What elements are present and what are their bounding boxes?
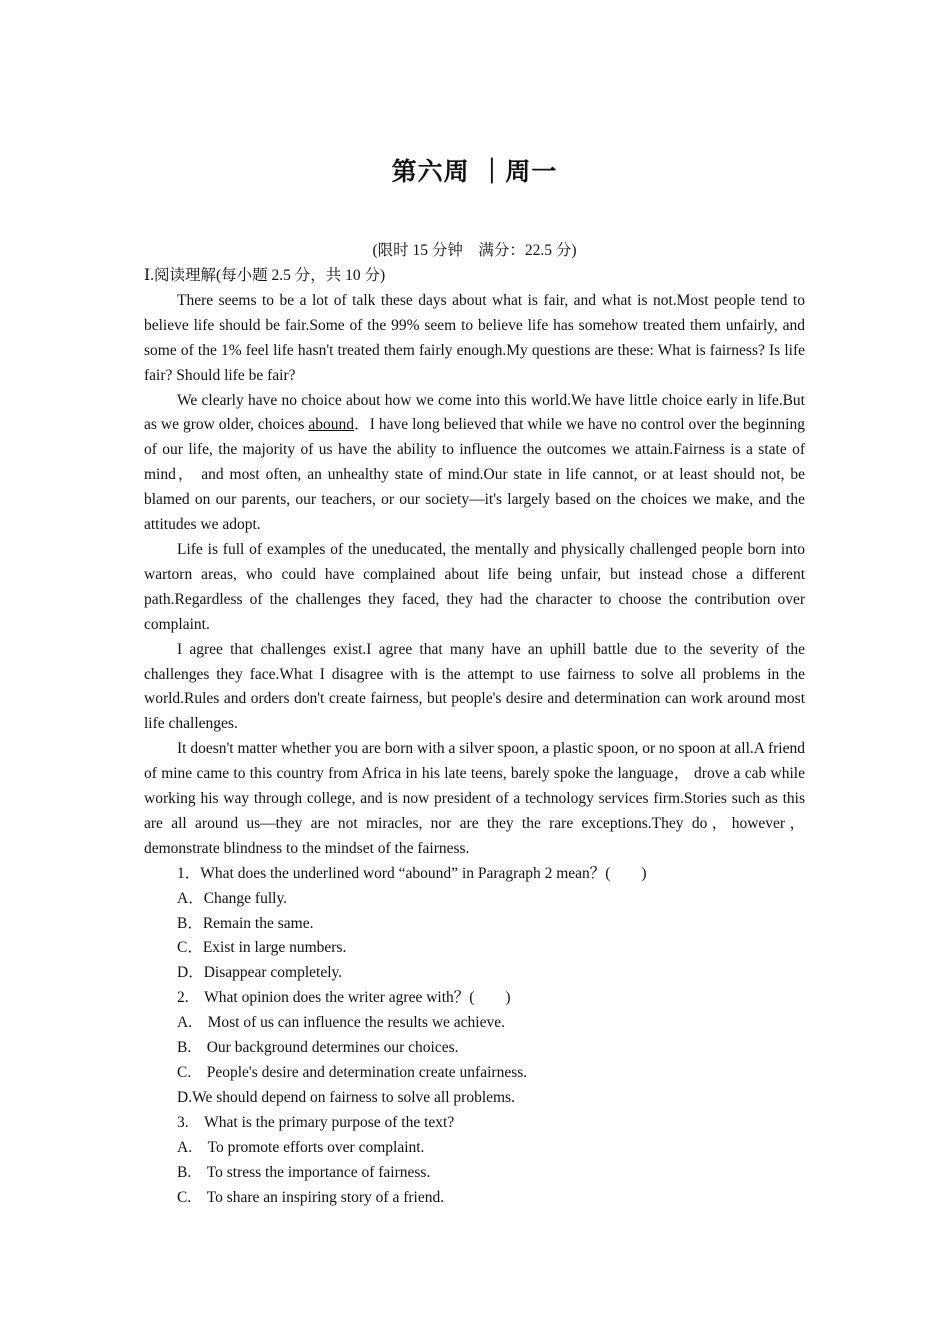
answer-option: C. To share an inspiring story of a friend. (177, 1188, 445, 1206)
answer-option: C．Exist in large numbers. (177, 939, 347, 957)
reading-section (144, 264, 805, 1210)
passage-paragraph: Life is full of examples of the uneducated, the mentally and physically challenged people born into wartorn areas, who could have complained about life being unfair, but instead chose a different path.Regardless of the challenges they faced, they had the character to choose the contribution over complaint. (144, 540, 805, 633)
answer-option: B. Our background determines our choices. (177, 1039, 459, 1057)
answer-option: A. To promote efforts over complaint. (177, 1138, 425, 1156)
underlined-word: abound (308, 416, 355, 434)
question-stem: 3. What is the primary purpose of the text? (177, 1113, 455, 1131)
passage-paragraph: It doesn't matter whether you are born with a silver spoon, a plastic spoon, or no spoon at all.A friend of mine came to this country from Africa in his late teens, barely spoke the language， drove a cab while working his way through college, and is now president of a technology services firm.Stories such as this are all around us—they are not miracles, nor are they the rare exceptions.They do，however，demonstrate blindness to the mindset of the fairness. (144, 740, 805, 857)
question-block (144, 986, 805, 1111)
answer-option: A．Change fully. (177, 889, 288, 907)
question-block (144, 862, 805, 987)
answer-option: D.We should depend on fairness to solve all problems. (177, 1088, 515, 1106)
answer-option: B. To stress the importance of fairness. (177, 1163, 431, 1181)
answer-option: B．Remain the same. (177, 914, 314, 932)
question-stem: 2. What opinion does the writer agree with？( ) (177, 989, 511, 1007)
question-stem: 1．What does the underlined word “abound” in Paragraph 2 mean？( ) (177, 864, 647, 882)
answer-option: D．Disappear completely. (177, 964, 343, 982)
answer-option: A. Most of us can influence the results we achieve. (177, 1014, 505, 1032)
passage-paragraph (144, 389, 805, 538)
passage-paragraph: I agree that challenges exist.I agree that many have an uphill battle due to the severity of the challenges they face.What I disagree with is the attempt to use fairness to solve all problems in the world.Rules and orders don't create fairness, but people's desire and determination can work around most life challenges. (144, 640, 805, 733)
paragraph-text: We clearly have no choice about how we come into this world.We have little choice early in life.But as we grow older, choices (144, 391, 805, 434)
page-title: 第六周 ｜周一 (391, 157, 558, 186)
section-heading: Ⅰ.阅读理解(每小题 2.5 分，共 10 分) (144, 267, 386, 284)
passage-paragraph: There seems to be a lot of talk these days about what is fair, and what is not.Most people tend to believe life should be fair.Some of the 99% seem to believe life has somehow treated them unfairly, and some of the 1% feel life hasn't treated them fairly enough.My questions are these: What is fairness? Is life fair? Should life be fair? (144, 291, 805, 384)
paragraph-text: ．I have long believed that while we have no control over the beginning of our life, the majority of us have the ability to influence the outcomes we attain.Fairness is a state of mind， and most often, an unhealthy state of mind.Our state in life cannot, or at least should not, be blamed on our parents, our teachers, or our society—it's largely based on the choices we make, and the attitudes we adopt. (144, 416, 805, 534)
question-block (144, 1111, 805, 1211)
time-limit-note: (限时 15 分钟 满分：22.5 分) (372, 242, 577, 259)
answer-option: C. People's desire and determination create unfairness. (177, 1064, 528, 1081)
